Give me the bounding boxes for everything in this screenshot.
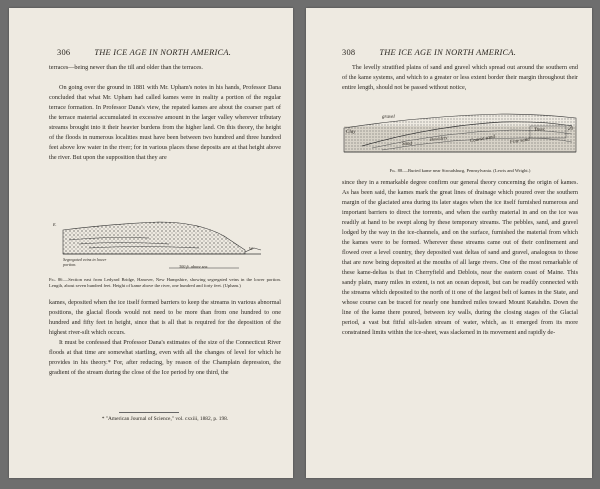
paragraph: since they in a remarkable degree confirm our general theory concerning the origin of kames. As has been said, the kames mark the great lines of drainage which poured over the southern margin of the glaciated area during its later stages when the ice itself furnished numerous and important barriers to direct the torrents, and when the earthy material in and on the ice was readily at hand to be swept along by these temporary streams. The pebbles, sand, and gravel lodged by the way in the ice-channels, and on the surface, furnished the material from which the kames were to be formed. Wherever these streams came out of their confinement and flowed over a level country, they deposited vast deltas of sand and gravel, analogous to those that are now being deposited at the mouths of all large rivers. One of the most remarkable of these kame-deltas is that in Cherryfield and Deblois, near the eastern coast of Maine. This sandy plain, many miles in extent, is not an ocean deposit, but can be readily connected with the streams which deposited to the north of it one of the largest belt of kames in the State, and whose course can be traced for nearly one hundred miles toward Mount Katahdin. Down the line of the kame there poured, between icy walls, during the closing stages of the Glacial period, a vast but fitful silt-laden stream of water, which, as it emerged from its more constrained limits within the ice-sheet, was slackened in its movement and rapidly de- — [342, 179, 578, 336]
label-sand: Sand — [402, 142, 412, 147]
figure-caption-text: —Section east from Ledyard Bridge, Hanover, New Hampshire, showing segregated veins in the lower portion. Length, about seven hundred feet. Height of kame above the river, one hundred and forty feet. (Upham.) — [49, 277, 281, 288]
footnote-divider — [119, 412, 179, 413]
label-coarse-sand: Coarse sand — [469, 134, 496, 145]
paragraph: kames, deposited when the ice itself formed barriers to keep the streams in various abnormal positions, the glacial floods would not need to be more than from one hundred to one hundred and fifty feet in height, since that is all that is required for the deposition of the highest river-silt which occurs. — [49, 299, 281, 336]
figure-caption-text: —Buried kame near Stroudsburg, Pennsylvania. (Lewis and Wright.) — [403, 168, 531, 173]
figure-caption — [342, 168, 578, 174]
right-page — [306, 8, 592, 478]
figure-buried-kame — [342, 106, 578, 166]
paragraph: It must be confessed that Professor Dana's estimates of the size of the Connecticut River floods at that time are somewhat startling, even with all the changes of level for which he provides in his theory.* For, after reducing, by reason of the Champlain depression, the gradient of the stream during the close of the Ice period by one third, the — [49, 339, 281, 376]
label-clay: Clay — [346, 130, 356, 135]
figure-kame-section — [49, 214, 281, 276]
label-segregated-veins: Segregated veins in lower portion. — [63, 257, 107, 267]
left-page — [9, 8, 293, 478]
running-title: THE ICE AGE IN NORTH AMERICA. — [94, 48, 232, 57]
right-page-header — [342, 48, 568, 57]
figure-caption — [49, 277, 281, 289]
left-page-header — [57, 48, 269, 57]
label-east: E. — [53, 222, 57, 227]
footnote: * "American Journal of Science," vol. cxxiii, 1882, p. 198. — [101, 416, 229, 422]
label-feet: 20 — [568, 127, 573, 132]
label-west: W. — [249, 246, 254, 251]
label-trees: Trees — [534, 128, 545, 133]
label-bowlders: Bowlders — [429, 135, 448, 142]
running-title: THE ICE AGE IN NORTH AMERICA. — [379, 48, 517, 57]
paragraph: terraces—being newer than the till and older than the terraces. — [49, 64, 203, 71]
buried-kame-illustration — [342, 106, 578, 166]
label-elevation: 300 ft. above sea. — [179, 264, 209, 269]
page-number: 308 — [342, 48, 356, 57]
page-number: 306 — [57, 48, 71, 57]
paragraph: The levelly stratified plains of sand and gravel which spread out around the southern end of the kame systems, and which to a greater or less extent border their margin throughout their entire length, should not be passed without notice, — [342, 64, 578, 91]
label-fine-sand: Fine sand — [509, 137, 531, 146]
figure-caption-lead: Fig. 86. — [49, 277, 64, 282]
paragraph: On going over the ground in 1881 with Mr. Upham's notes in his hands, Professor Dana concluded that what Mr. Upham had called kames were in reality a portion of the regular terrace formation. In Professor Dana's view, the repated kames are about the coarser part of the terrace material accumulated in excessive amount in the larger valley wherever tributary streams brought into it their heavier burdens from the higher land. On this theory, the height of the floods in numerous localities must have been between two hundred and three hundred feet above low water in the river; for in various places these deposits are at that height above the river. But upon the supposition that they are — [49, 84, 281, 161]
label-gravel: gravel — [382, 115, 395, 120]
figure-caption-lead: Fig. 88. — [389, 168, 404, 173]
